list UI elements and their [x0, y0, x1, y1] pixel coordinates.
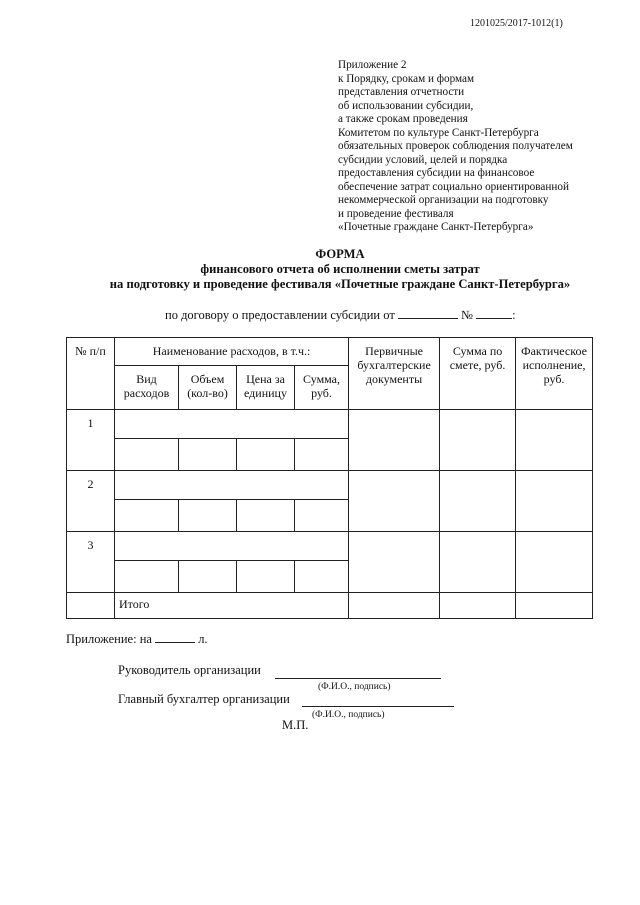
head-signature-label: Руководитель организации [118, 663, 261, 677]
total-estimate-cell[interactable] [440, 593, 516, 619]
appendix-line: об использовании субсидии, [338, 99, 474, 112]
form-title: ФОРМА [315, 247, 365, 261]
table-row [67, 532, 593, 561]
estimate-sum-cell[interactable] [440, 532, 516, 593]
primary-docs-cell[interactable] [349, 410, 440, 471]
attachment-suffix: л. [198, 632, 208, 646]
amount-cell[interactable] [295, 500, 349, 532]
expense-name-cell[interactable] [115, 532, 349, 561]
attachment-label: Приложение: на [66, 632, 152, 646]
total-primary-docs-cell[interactable] [349, 593, 440, 619]
attachment-pages-field[interactable] [155, 631, 195, 643]
head-signature-hint: (Ф.И.О., подпись) [318, 682, 391, 692]
stamp-place: М.П. [282, 718, 309, 732]
header-amount: Сумма, руб. [295, 366, 349, 410]
row-number: 1 [67, 410, 115, 471]
appendix-line: предоставления субсидии на финансовое [338, 167, 535, 179]
primary-docs-cell[interactable] [349, 471, 440, 532]
unit-price-cell[interactable] [237, 561, 295, 593]
appendix-line: к Порядку, срокам и формам [338, 72, 475, 85]
contract-prefix: по договору о предоставлении субсидии от [165, 308, 395, 322]
contract-number-label: № [461, 308, 473, 322]
estimate-sum-cell[interactable] [440, 410, 516, 471]
form-subtitle-festival: на подготовку и проведение фестиваля «Почетные граждане Санкт-Петербурга» [109, 277, 571, 291]
volume-cell[interactable] [179, 561, 237, 593]
report-table [66, 337, 593, 619]
header-expenses: Наименование расходов, в т.ч.: [115, 338, 349, 366]
appendix-block [338, 59, 628, 235]
appendix-line: обеспечение затрат социально ориентированной [338, 180, 569, 193]
header-primary-docs: Первичные бухгалтерские документы [349, 338, 440, 410]
expense-name-cell[interactable] [115, 410, 349, 439]
contract-end: : [512, 308, 516, 322]
appendix-line: обязательных проверок соблюдения получателем [338, 140, 573, 152]
accountant-signature-field[interactable] [302, 706, 454, 707]
total-label: Итого [115, 593, 349, 619]
header-num: № п/п [67, 338, 115, 410]
appendix-line: а также срокам проведения [338, 113, 468, 125]
expense-name-cell[interactable] [115, 471, 349, 500]
appendix-line: «Почетные граждане Санкт-Петербурга» [338, 221, 534, 233]
amount-cell[interactable] [295, 439, 349, 471]
header-estimate-sum: Сумма по смете, руб. [440, 338, 516, 410]
contract-number-field[interactable] [476, 307, 512, 319]
volume-cell[interactable] [179, 439, 237, 471]
document-id: 1201025/2017-1012(1) [470, 18, 563, 29]
accountant-signature-label: Главный бухгалтер организации [118, 692, 290, 706]
appendix-line: Комитетом по культуре Санкт-Петербурга [338, 126, 539, 139]
appendix-line: и проведение фестиваля [338, 207, 454, 220]
contract-line [165, 307, 516, 323]
appendix-line: Приложение 2 [338, 59, 407, 71]
appendix-line: некоммерческой организации на подготовку [338, 194, 549, 206]
actual-cell[interactable] [516, 532, 593, 593]
header-type: Вид расходов [115, 366, 179, 410]
accountant-signature-hint: (Ф.И.О., подпись) [312, 710, 385, 720]
table-row [67, 410, 593, 439]
header-volume: Объем (кол-во) [179, 366, 237, 410]
type-cell[interactable] [115, 500, 179, 532]
contract-date-field[interactable] [398, 307, 458, 319]
amount-cell[interactable] [295, 561, 349, 593]
total-num-cell [67, 593, 115, 619]
type-cell[interactable] [115, 439, 179, 471]
type-cell[interactable] [115, 561, 179, 593]
actual-cell[interactable] [516, 410, 593, 471]
form-subtitle: финансового отчета об исполнении сметы затрат [200, 262, 480, 276]
total-actual-cell[interactable] [516, 593, 593, 619]
row-number: 2 [67, 471, 115, 532]
header-unit-price: Цена за единицу [237, 366, 295, 410]
row-number: 3 [67, 532, 115, 593]
primary-docs-cell[interactable] [349, 532, 440, 593]
table-row [67, 471, 593, 500]
estimate-sum-cell[interactable] [440, 471, 516, 532]
head-signature-field[interactable] [275, 678, 441, 679]
attachment-line [66, 631, 208, 647]
actual-cell[interactable] [516, 471, 593, 532]
appendix-line: представления отчетности [338, 86, 465, 98]
unit-price-cell[interactable] [237, 439, 295, 471]
unit-price-cell[interactable] [237, 500, 295, 532]
volume-cell[interactable] [179, 500, 237, 532]
appendix-line: субсидии условий, целей и порядка [338, 153, 508, 166]
header-actual: Фактическое исполнение, руб. [516, 338, 593, 410]
total-row [67, 593, 593, 619]
